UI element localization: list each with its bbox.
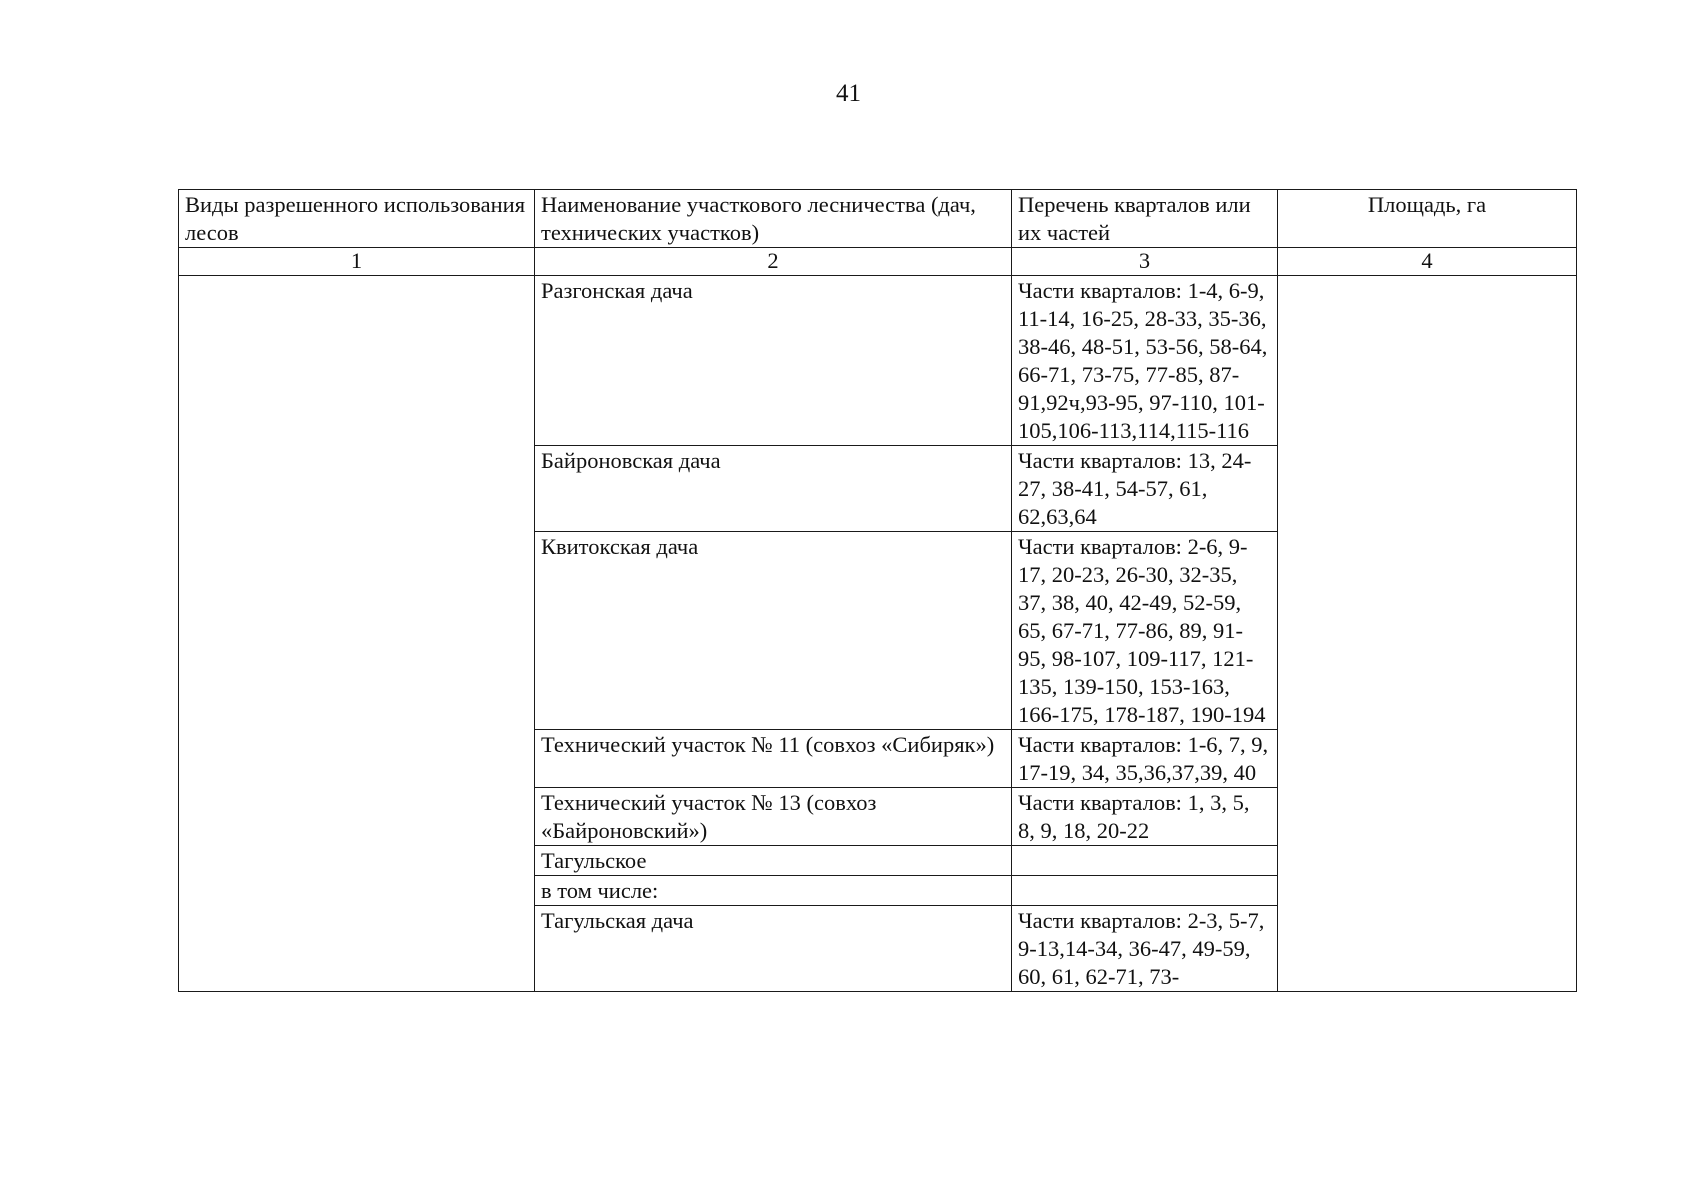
forestry-name-cell: в том числе: xyxy=(535,876,1012,906)
column-number-2: 2 xyxy=(535,248,1012,276)
forestry-name-cell: Разгонская дача xyxy=(535,276,1012,446)
table-header-row xyxy=(179,190,1577,248)
forest-use-table xyxy=(178,189,1577,992)
forestry-name-cell: Технический участок № 11 (совхоз «Сибиряк») xyxy=(535,730,1012,788)
quarters-cell: Части кварталов: 1-6, 7, 9, 17-19, 34, 35,36,37,39, 40 xyxy=(1012,730,1278,788)
forestry-name-cell: Тагульское xyxy=(535,846,1012,876)
quarters-cell xyxy=(1012,876,1278,906)
header-quarters: Перечень кварталов или их частей xyxy=(1012,190,1278,248)
column-number-row xyxy=(179,248,1577,276)
forestry-name-cell: Тагульская дача xyxy=(535,906,1012,992)
quarters-cell: Части кварталов: 13, 24-27, 38-41, 54-57, 61, 62,63,64 xyxy=(1012,446,1278,532)
page-number: 41 xyxy=(836,80,861,107)
quarters-cell xyxy=(1012,846,1278,876)
forestry-name-cell: Квитокская дача xyxy=(535,532,1012,730)
quarters-cell: Части кварталов: 1-4, 6-9, 11-14, 16-25, 28-33, 35-36, 38-46, 48-51, 53-56, 58-64, 66-71, 73-75, 77-85, 87-91,92ч,93-95, 97-110, 101-105,106-113,114,115-116 xyxy=(1012,276,1278,446)
header-area: Площадь, га xyxy=(1278,190,1577,248)
area-cell xyxy=(1278,276,1577,992)
header-use-type: Виды разрешенного использования лесов xyxy=(179,190,535,248)
quarters-cell: Части кварталов: 1, 3, 5, 8, 9, 18, 20-22 xyxy=(1012,788,1278,846)
quarters-cell: Части кварталов: 2-6, 9-17, 20-23, 26-30, 32-35, 37, 38, 40, 42-49, 52-59, 65, 67-71, 77-86, 89, 91-95, 98-107, 109-117, 121-135, 139-150, 153-163, 166-175, 178-187, 190-194 xyxy=(1012,532,1278,730)
column-number-4: 4 xyxy=(1278,248,1577,276)
column-number-3: 3 xyxy=(1012,248,1278,276)
quarters-cell: Части кварталов: 2-3, 5-7, 9-13,14-34, 36-47, 49-59, 60, 61, 62-71, 73- xyxy=(1012,906,1278,992)
table-row xyxy=(179,276,1577,446)
forestry-name-cell: Технический участок № 13 (совхоз «Байроновский») xyxy=(535,788,1012,846)
column-number-1: 1 xyxy=(179,248,535,276)
forestry-name-cell: Байроновская дача xyxy=(535,446,1012,532)
header-forestry-name: Наименование участкового лесничества (дач, технических участков) xyxy=(535,190,1012,248)
use-type-cell xyxy=(179,276,535,992)
